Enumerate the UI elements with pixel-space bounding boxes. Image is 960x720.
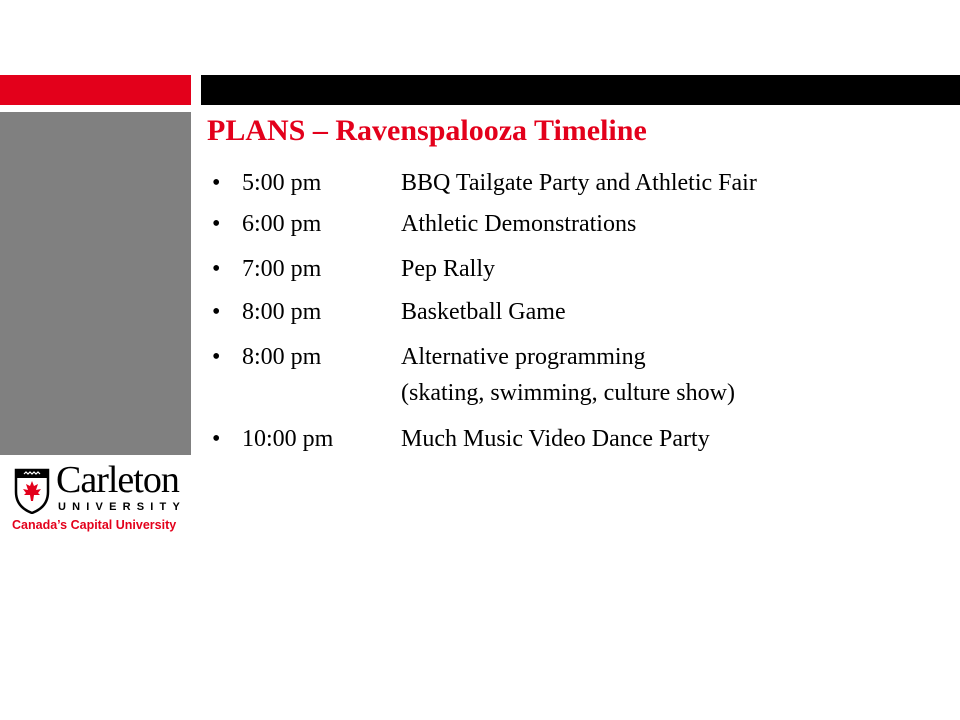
carleton-logo [12, 459, 187, 540]
bullet: • [212, 211, 221, 237]
logo-wordmark: Carleton [56, 459, 179, 501]
logo-tagline: Canada’s Capital University [12, 518, 177, 532]
item-event: Athletic Demonstrations [401, 211, 637, 237]
maple-leaf-shield-icon [14, 468, 50, 514]
item-time: 7:00 pm [242, 256, 322, 282]
bullet: • [212, 344, 221, 370]
bullet: • [212, 426, 221, 452]
header-black-bar [201, 75, 960, 105]
item-time: 5:00 pm [242, 170, 322, 196]
bullet: • [212, 299, 221, 325]
item-time: 8:00 pm [242, 344, 322, 370]
logo-subtitle: UNIVERSITY [58, 501, 187, 513]
bullet: • [212, 170, 221, 196]
item-event: Pep Rally [401, 256, 495, 282]
slide-title: PLANS – Ravenspalooza Timeline [207, 114, 647, 147]
item-event: BBQ Tailgate Party and Athletic Fair [401, 170, 757, 196]
bullet: • [212, 256, 221, 282]
side-gray-panel [0, 112, 191, 455]
item-time: 10:00 pm [242, 426, 334, 452]
item-event: Basketball Game [401, 299, 566, 325]
header-red-bar [0, 75, 191, 105]
item-time: 6:00 pm [242, 211, 322, 237]
item-event: Alternative programming [401, 344, 646, 370]
item-event: Much Music Video Dance Party [401, 426, 710, 452]
item-event-detail: (skating, swimming, culture show) [401, 380, 735, 406]
item-time: 8:00 pm [242, 299, 322, 325]
